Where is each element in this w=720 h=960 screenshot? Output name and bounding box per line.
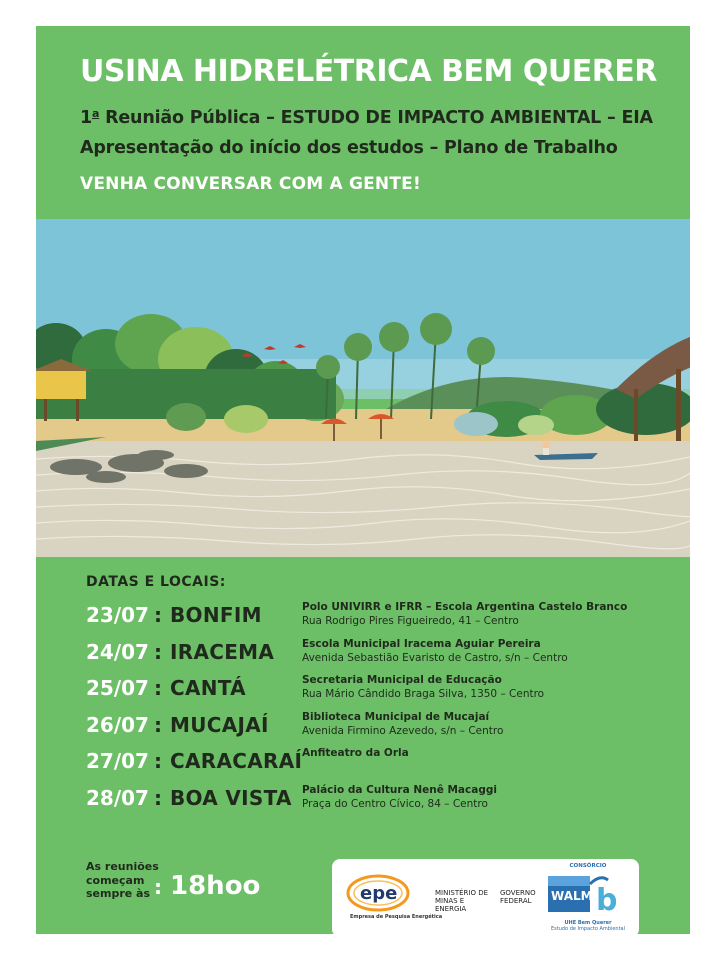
event-date: 28/07 <box>86 786 149 810</box>
event-date: 23/07 <box>86 603 149 627</box>
dates-section <box>36 557 690 934</box>
event-colon: : <box>154 603 162 627</box>
event-colon: : <box>154 786 162 810</box>
event-colon: : <box>154 640 162 664</box>
ministry-label: MINISTÉRIO DE MINAS E ENERGIA <box>435 889 489 913</box>
meeting-time: 18hoo <box>170 871 261 901</box>
event-colon: : <box>154 749 162 773</box>
epe-wordmark: epe <box>360 883 398 904</box>
poster-title: USINA HIDRELÉTRICA BEM QUERER <box>80 54 657 89</box>
event-row <box>86 639 686 673</box>
meeting-subtitle-text: Reunião Pública – ESTUDO DE IMPACTO AMBIENTAL – EIA <box>99 108 653 128</box>
event-address: Rua Mário Cândido Braga Silva, 1350 – Centro <box>302 688 545 700</box>
event-date: 27/07 <box>86 749 149 773</box>
walm-wordmark: WALM <box>551 889 593 903</box>
event-city: CANTÁ <box>170 676 246 700</box>
epe-caption: Empresa de Pesquisa Energética <box>350 914 443 920</box>
event-city: BOA VISTA <box>170 786 292 810</box>
walm-consortium-logo <box>544 863 632 933</box>
event-venue: Secretaria Municipal de Educação <box>302 674 502 686</box>
event-city: IRACEMA <box>170 640 275 664</box>
consortium-name: UHE Bem Querer <box>564 920 612 926</box>
poster-header <box>36 26 690 219</box>
event-address: Rua Rodrigo Pires Figueiredo, 41 – Centro <box>302 615 519 627</box>
event-address: Avenida Firmino Azevedo, s/n – Centro <box>302 725 504 737</box>
ordinal-number: 1 <box>80 108 92 128</box>
event-city: BONFIM <box>170 603 262 627</box>
government-label: GOVERNO FEDERAL <box>500 889 536 905</box>
event-venue: Escola Municipal Iracema Aguiar Pereira <box>302 638 541 650</box>
event-venue: Palácio da Cultura Nenê Macaggi <box>302 784 497 796</box>
event-venue: Anfiteatro da Orla <box>302 747 409 759</box>
event-address: Avenida Sebastião Evaristo de Castro, s/n – Centro <box>302 652 568 664</box>
event-row <box>86 675 686 709</box>
event-row <box>86 602 686 636</box>
event-address: Praça do Centro Cívico, 84 – Centro <box>302 798 488 810</box>
event-row <box>86 785 686 819</box>
walm-b-letter: b <box>596 883 618 918</box>
event-colon: : <box>154 713 162 737</box>
river-landscape-illustration <box>36 219 690 557</box>
event-date: 26/07 <box>86 713 149 737</box>
meeting-subtitle <box>80 102 690 130</box>
poster <box>36 26 690 934</box>
event-row <box>86 748 686 782</box>
sponsor-logos-panel <box>332 859 639 934</box>
event-city: CARACARAÍ <box>170 749 303 773</box>
event-venue: Biblioteca Municipal de Mucajaí <box>302 711 490 723</box>
event-date: 24/07 <box>86 640 149 664</box>
event-venue: Polo UNIVIRR e IFRR – Escola Argentina Castelo Branco <box>302 601 628 613</box>
event-date: 25/07 <box>86 676 149 700</box>
time-colon: : <box>154 875 162 899</box>
consortium-subtitle: Estudo de Impacto Ambiental <box>550 926 625 932</box>
dates-heading: DATAS E LOCAIS: <box>86 574 226 590</box>
event-row <box>86 712 686 746</box>
call-to-action: VENHA CONVERSAR COM A GENTE! <box>80 174 421 194</box>
event-city: MUCAJAÍ <box>170 713 269 737</box>
ordinal-suffix: a <box>91 107 100 120</box>
walm-mark <box>544 870 632 920</box>
consortium-label: CONSÓRCIO <box>569 863 607 869</box>
event-colon: : <box>154 676 162 700</box>
meeting-time-note: As reuniões começam sempre às <box>86 860 159 900</box>
presentation-subtitle: Apresentação do início dos estudos – Plano de Trabalho <box>80 138 618 158</box>
